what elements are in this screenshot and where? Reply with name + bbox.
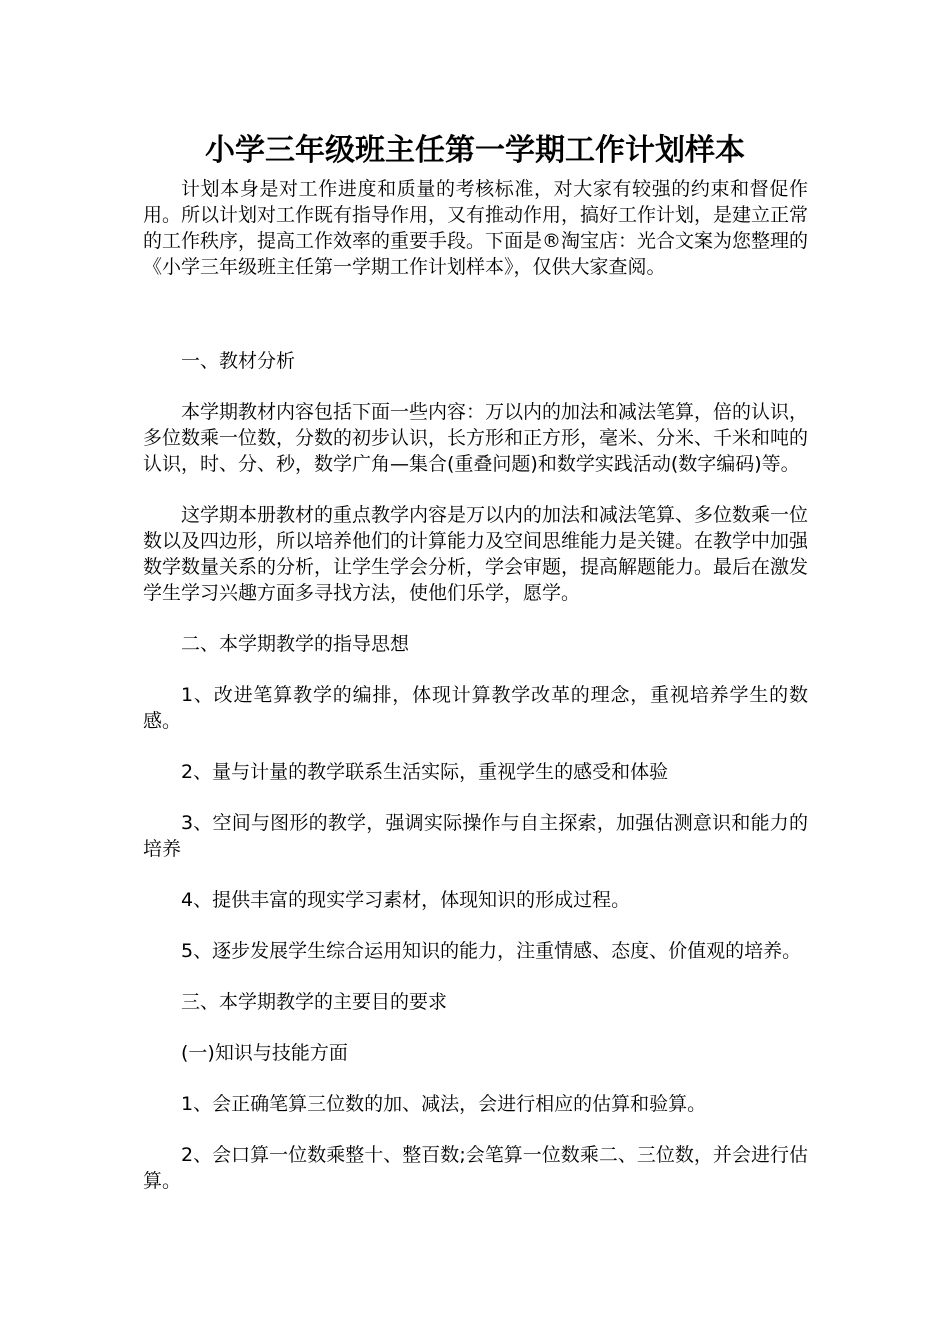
list-item: 3、空间与图形的教学，强调实际操作与自主探索，加强估测意识和能力的培养 [143,812,808,860]
section-heading-objectives: 三、本学期教学的主要目的要求 [181,991,448,1013]
intro-paragraph: 计划本身是对工作进度和质量的考核标准，对大家有较强的约束和督促作用。所以计划对工作既有指导作用，又有推动作用，搞好工作计划，是建立正常的工作秩序，提高工作效率的重要手段。下面是®淘宝店：光合文案为您整理的《小学三年级班主任第一学期工作计划样本》，仅供大家查阅。 [143,178,809,278]
list-item: 2、量与计量的教学联系生活实际，重视学生的感受和体验 [181,761,669,783]
subsection-heading-knowledge-skills: (一)知识与技能方面 [181,1042,348,1064]
list-item: 4、提供丰富的现实学习素材，体现知识的形成过程。 [181,889,631,911]
list-item: 2、会口算一位数乘整十、整百数;会笔算一位数乘二、三位数，并会进行估算。 [143,1144,808,1192]
document-body [143,348,808,1219]
list-item: 1、会正确笔算三位数的加、减法，会进行相应的估算和验算。 [181,1093,707,1115]
body-paragraph: 这学期本册教材的重点教学内容是万以内的加法和减法笔算、多位数乘一位数以及四边形，所以培养他们的计算能力及空间思维能力是关键。在教学中加强数学数量关系的分析，让学生学会分析，学会审题，提高解题能力。最后在激发学生学习兴趣方面多寻找方法，使他们乐学，愿学。 [143,504,809,604]
document-title: 小学三年级班主任第一学期工作计划样本 [205,133,745,168]
list-item: 1、改进笔算教学的编排，体现计算教学改革的理念，重视培养学生的数感。 [143,684,808,732]
list-item: 5、逐步发展学生综合运用知识的能力，注重情感、态度、价值观的培养。 [181,940,802,962]
section-heading-guiding-ideas: 二、本学期教学的指导思想 [181,633,410,655]
body-paragraph: 本学期教材内容包括下面一些内容：万以内的加法和减法笔算，倍的认识，多位数乘一位数，分数的初步认识，长方形和正方形，毫米、分米、千米和吨的认识，时、分、秒，数学广角—集合(重叠问题)和数学实践活动(数字编码)等。 [143,401,809,475]
section-heading-materials: 一、教材分析 [181,350,296,372]
